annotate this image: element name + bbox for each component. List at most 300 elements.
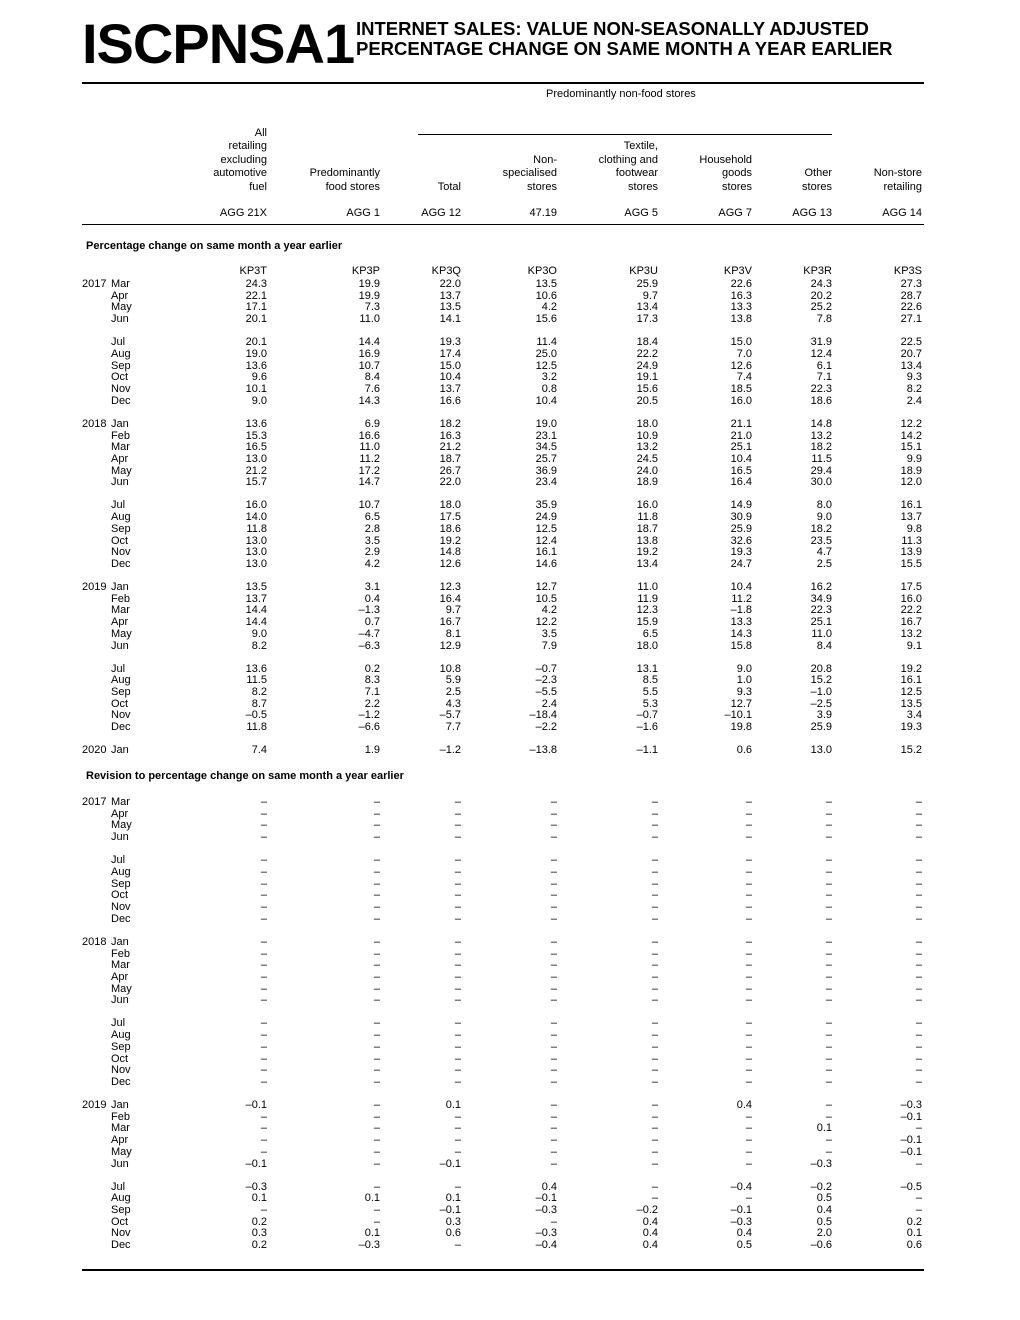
table-row — [0, 1146, 1020, 1158]
data-cell: –0.1 — [900, 1145, 922, 1158]
data-cell: – — [373, 959, 380, 972]
data-cell: – — [915, 1052, 922, 1065]
row-month: Feb — [111, 429, 130, 442]
table-row — [0, 1064, 1020, 1076]
data-cell: 13.6 — [245, 359, 267, 372]
row-month: Mar — [111, 1122, 130, 1135]
data-cell: 22.6 — [730, 278, 752, 290]
data-cell: – — [373, 1110, 380, 1123]
data-cell: – — [454, 1110, 461, 1123]
data-cell: – — [260, 865, 267, 878]
group-rule — [418, 134, 832, 135]
data-cell: 8.3 — [364, 674, 380, 687]
table-row — [0, 499, 1020, 511]
data-cell: 13.5 — [245, 581, 267, 593]
data-cell: 9.3 — [736, 686, 752, 698]
data-cell: 20.8 — [810, 662, 832, 675]
data-cell: 24.0 — [636, 464, 658, 477]
table-row — [0, 430, 1020, 442]
data-cell: 24.7 — [730, 557, 752, 570]
data-cell: – — [915, 865, 922, 878]
data-cell: – — [825, 831, 832, 844]
data-cell: 0.1 — [816, 1122, 832, 1135]
column-header: Total — [437, 180, 461, 193]
data-cell: –5.5 — [535, 686, 557, 698]
row-month: Mar — [111, 796, 130, 808]
data-cell: – — [550, 959, 557, 972]
data-cell: – — [550, 1157, 557, 1170]
data-cell: – — [915, 1040, 922, 1053]
data-cell: 15.9 — [636, 616, 658, 629]
data-cell: – — [745, 819, 752, 832]
data-cell: 13.0 — [810, 744, 832, 757]
data-cell: 8.2 — [906, 383, 922, 395]
row-month: Jul — [111, 336, 126, 349]
data-cell: – — [915, 807, 922, 820]
data-cell: 6.9 — [364, 417, 380, 430]
data-cell: 12.3 — [439, 581, 461, 593]
data-cell: 16.7 — [439, 616, 461, 629]
data-cell: – — [745, 970, 752, 983]
data-cell: – — [373, 982, 380, 995]
data-cell: –13.8 — [529, 744, 557, 757]
data-cell: 6.5 — [642, 627, 658, 640]
data-cell: – — [915, 1204, 922, 1216]
data-cell: 22.2 — [636, 347, 658, 360]
data-cell: 18.2 — [439, 417, 461, 430]
row-month: Jun — [111, 994, 129, 1007]
data-cell: – — [915, 854, 922, 867]
data-cell: – — [915, 831, 922, 844]
row-month: Nov — [111, 546, 131, 559]
data-cell: 13.5 — [535, 278, 557, 290]
row-month: Aug — [111, 1192, 131, 1205]
data-cell: 3.4 — [906, 709, 922, 722]
table-row — [0, 465, 1020, 477]
data-cell: 0.4 — [642, 1239, 658, 1252]
data-cell: 15.5 — [900, 557, 922, 570]
data-cell: 9.6 — [251, 371, 267, 384]
row-month: Jul — [111, 1017, 126, 1030]
data-cell: – — [745, 1157, 752, 1170]
data-cell: – — [915, 877, 922, 890]
data-cell: 7.4 — [736, 371, 752, 384]
table-row — [0, 1216, 1020, 1228]
data-cell: 11.0 — [637, 581, 658, 593]
data-cell: 7.9 — [541, 639, 557, 652]
data-cell: 20.5 — [636, 394, 658, 407]
data-cell: 19.2 — [900, 662, 922, 675]
data-cell: 14.8 — [810, 417, 832, 430]
data-cell: 16.1 — [535, 546, 557, 559]
data-cell: – — [825, 865, 832, 878]
data-cell: 35.9 — [535, 499, 557, 512]
data-cell: – — [651, 959, 658, 972]
row-month: Oct — [111, 889, 129, 902]
data-cell: – — [745, 994, 752, 1007]
data-cell: – — [651, 1180, 658, 1193]
data-cell: 12.4 — [535, 534, 557, 547]
data-cell: – — [260, 1122, 267, 1135]
data-cell: 18.9 — [900, 464, 922, 477]
data-cell: – — [550, 901, 557, 913]
data-cell: 16.7 — [900, 616, 922, 629]
column-header: Predominantly food stores — [309, 167, 380, 193]
data-cell: – — [825, 854, 832, 867]
data-cell: 25.0 — [535, 347, 557, 360]
data-cell: – — [915, 1122, 922, 1135]
data-cell: 7.6 — [364, 383, 380, 395]
data-cell: 0.6 — [906, 1239, 922, 1252]
row-month: Dec — [111, 1239, 131, 1252]
data-cell: 18.9 — [636, 476, 658, 489]
table-row — [0, 1192, 1020, 1204]
column-header: All retailing excluding automotive fuel — [213, 127, 267, 193]
data-cell: 16.9 — [358, 347, 380, 360]
data-cell: –5.7 — [439, 709, 461, 722]
data-cell: – — [915, 1075, 922, 1088]
row-month: Dec — [111, 721, 131, 734]
data-cell: 13.0 — [245, 557, 267, 570]
data-cell: – — [651, 1075, 658, 1088]
data-cell: – — [825, 1040, 832, 1053]
data-cell: –1.2 — [358, 709, 380, 722]
data-cell: – — [745, 1110, 752, 1123]
data-cell: – — [825, 796, 832, 808]
row-month: Aug — [111, 347, 131, 360]
data-cell: – — [550, 1145, 557, 1158]
data-cell: – — [745, 877, 752, 890]
data-cell: 13.4 — [900, 359, 922, 372]
table-row — [0, 1158, 1020, 1170]
data-cell: 9.3 — [906, 371, 922, 384]
table-row — [0, 913, 1020, 925]
data-cell: 18.0 — [636, 417, 658, 430]
row-month: Apr — [111, 616, 129, 629]
data-cell: 5.5 — [642, 686, 658, 698]
data-cell: – — [651, 889, 658, 902]
series-id: KP3R — [803, 265, 832, 277]
data-cell: –0.1 — [900, 1110, 922, 1123]
data-cell: 16.0 — [636, 499, 658, 512]
data-cell: –2.2 — [535, 721, 557, 734]
data-cell: – — [550, 1215, 557, 1228]
data-cell: 0.8 — [541, 383, 557, 395]
series-id: KP3T — [239, 265, 267, 277]
column-agg-code: AGG 5 — [624, 207, 658, 219]
data-cell: 7.1 — [816, 371, 832, 384]
table-row — [0, 1134, 1020, 1146]
data-cell: 16.3 — [730, 289, 752, 302]
data-cell: 11.0 — [359, 313, 380, 326]
row-month: Jan — [111, 1099, 129, 1111]
data-cell: – — [825, 982, 832, 995]
data-cell: 14.7 — [358, 476, 380, 489]
data-cell: 17.1 — [245, 301, 267, 314]
data-cell: 11.8 — [246, 522, 267, 535]
row-month: Jul — [111, 1180, 126, 1193]
top-rule — [82, 82, 924, 84]
data-cell: – — [260, 819, 267, 832]
data-cell: 31.9 — [810, 336, 832, 349]
data-cell: – — [825, 1029, 832, 1042]
data-cell: 13.0 — [245, 534, 267, 547]
data-cell: 12.5 — [535, 359, 557, 372]
data-cell: 9.9 — [906, 452, 922, 465]
series-id: KP3Q — [431, 265, 461, 277]
table-row — [0, 854, 1020, 866]
data-cell: 0.5 — [816, 1192, 832, 1205]
data-cell: 7.4 — [251, 744, 267, 757]
data-cell: – — [373, 901, 380, 913]
data-cell: – — [550, 819, 557, 832]
data-cell: 27.1 — [900, 313, 922, 326]
data-cell: – — [454, 1017, 461, 1030]
data-cell: – — [651, 935, 658, 948]
data-cell: – — [550, 854, 557, 867]
table-row — [0, 523, 1020, 535]
data-cell: 26.7 — [439, 464, 461, 477]
data-cell: – — [745, 807, 752, 820]
data-cell: 11.2 — [731, 592, 752, 605]
data-cell: 0.6 — [736, 744, 752, 757]
data-cell: 18.7 — [439, 452, 461, 465]
data-cell: 30.9 — [730, 511, 752, 524]
data-cell: –18.4 — [529, 709, 557, 722]
data-cell: 20.1 — [245, 336, 267, 349]
data-cell: 16.2 — [810, 581, 832, 593]
data-cell: – — [373, 889, 380, 902]
row-month: Dec — [111, 912, 131, 925]
data-cell: 0.5 — [736, 1239, 752, 1252]
data-cell: 13.7 — [439, 289, 461, 302]
data-cell: – — [915, 796, 922, 808]
data-cell: 16.5 — [245, 441, 267, 454]
data-cell: 14.9 — [730, 499, 752, 512]
row-month: Jan — [111, 581, 129, 593]
data-cell: 11.0 — [811, 627, 832, 640]
data-cell: 13.8 — [636, 534, 658, 547]
data-cell: – — [915, 970, 922, 983]
data-cell: 0.6 — [445, 1227, 461, 1240]
data-cell: – — [454, 947, 461, 960]
data-cell: – — [651, 854, 658, 867]
table-row — [0, 1029, 1020, 1041]
data-cell: – — [825, 1052, 832, 1065]
data-cell: –0.4 — [730, 1180, 752, 1193]
data-cell: 14.1 — [439, 313, 461, 326]
data-cell: – — [651, 1040, 658, 1053]
data-cell: – — [260, 912, 267, 925]
data-cell: 0.2 — [364, 662, 380, 675]
data-cell: 13.7 — [900, 511, 922, 524]
data-cell: – — [260, 796, 267, 808]
data-cell: – — [825, 889, 832, 902]
data-cell: – — [260, 1110, 267, 1123]
data-cell: 22.6 — [900, 301, 922, 314]
table-row — [0, 936, 1020, 948]
data-cell: – — [454, 831, 461, 844]
data-cell: – — [260, 1052, 267, 1065]
row-month: Jan — [111, 935, 129, 948]
data-cell: 10.4 — [535, 394, 557, 407]
table-row — [0, 1053, 1020, 1065]
data-cell: 22.2 — [900, 604, 922, 617]
data-cell: – — [454, 889, 461, 902]
data-cell: 30.0 — [810, 476, 832, 489]
data-cell: 4.2 — [541, 604, 557, 617]
data-cell: 19.2 — [636, 546, 658, 559]
data-cell: –1.6 — [636, 721, 658, 734]
row-month: Jul — [111, 499, 126, 512]
data-cell: – — [651, 970, 658, 983]
data-cell: 4.3 — [445, 697, 461, 710]
data-cell: – — [745, 1122, 752, 1135]
data-cell: 0.2 — [906, 1215, 922, 1228]
data-cell: – — [745, 935, 752, 948]
data-cell: 16.6 — [439, 394, 461, 407]
data-cell: – — [651, 1192, 658, 1205]
group-label: Predominantly non-food stores — [546, 88, 696, 100]
data-cell: 14.0 — [245, 511, 267, 524]
data-cell: 14.4 — [245, 604, 267, 617]
table-row — [0, 1239, 1020, 1251]
data-cell: 0.4 — [642, 1215, 658, 1228]
data-cell: 0.1 — [251, 1192, 267, 1205]
row-month: Dec — [111, 557, 131, 570]
section-title: Percentage change on same month a year earlier — [86, 240, 343, 252]
data-cell: –0.1 — [245, 1157, 267, 1170]
data-cell: 22.3 — [810, 383, 832, 395]
data-cell: – — [454, 994, 461, 1007]
data-cell: –2.5 — [810, 697, 832, 710]
row-month: May — [111, 819, 132, 832]
data-cell: 10.4 — [730, 452, 752, 465]
data-cell: 16.0 — [730, 394, 752, 407]
data-cell: –0.3 — [900, 1099, 922, 1111]
data-cell: – — [373, 1099, 380, 1111]
data-cell: – — [373, 831, 380, 844]
data-cell: 10.4 — [439, 371, 461, 384]
data-cell: 19.9 — [358, 289, 380, 302]
data-cell: 32.6 — [730, 534, 752, 547]
data-cell: 15.0 — [730, 336, 752, 349]
row-month: Aug — [111, 511, 131, 524]
data-cell: – — [550, 935, 557, 948]
row-month: Oct — [111, 371, 129, 384]
row-month: Dec — [111, 1075, 131, 1088]
data-cell: – — [454, 982, 461, 995]
table-row — [0, 1099, 1020, 1111]
data-cell: – — [745, 1029, 752, 1042]
table-row — [0, 866, 1020, 878]
table-row — [0, 511, 1020, 523]
data-cell: 19.9 — [358, 278, 380, 290]
table-row — [0, 808, 1020, 820]
row-year: 2018 — [82, 417, 107, 430]
data-cell: – — [745, 959, 752, 972]
data-cell: 9.7 — [445, 604, 461, 617]
data-cell: – — [373, 1064, 380, 1077]
data-cell: – — [373, 1075, 380, 1088]
data-cell: 13.6 — [245, 662, 267, 675]
row-month: Oct — [111, 1052, 129, 1065]
data-cell: 8.4 — [364, 371, 380, 384]
data-cell: –0.3 — [358, 1239, 380, 1252]
data-cell: – — [550, 1017, 557, 1030]
data-cell: 11.2 — [359, 452, 380, 465]
row-month: May — [111, 627, 132, 640]
data-cell: – — [260, 1064, 267, 1077]
data-cell: 3.2 — [541, 371, 557, 384]
data-cell: – — [915, 935, 922, 948]
data-cell: 12.2 — [900, 417, 922, 430]
data-cell: 4.2 — [364, 557, 380, 570]
data-cell: – — [651, 1145, 658, 1158]
data-cell: – — [651, 819, 658, 832]
data-cell: – — [550, 1134, 557, 1147]
data-cell: – — [550, 877, 557, 890]
data-cell: – — [745, 982, 752, 995]
data-cell: 18.2 — [810, 522, 832, 535]
data-cell: – — [550, 889, 557, 902]
data-cell: – — [454, 1180, 461, 1193]
table-row — [0, 360, 1020, 372]
data-cell: – — [373, 912, 380, 925]
data-cell: 2.4 — [541, 697, 557, 710]
data-cell: 16.1 — [900, 499, 922, 512]
data-cell: – — [745, 1134, 752, 1147]
data-cell: 17.5 — [439, 511, 461, 524]
data-cell: 0.4 — [816, 1204, 832, 1216]
data-cell: 7.3 — [364, 301, 380, 314]
data-cell: – — [915, 889, 922, 902]
table-row — [0, 593, 1020, 605]
table-row — [0, 278, 1020, 290]
data-cell: – — [825, 1075, 832, 1088]
data-cell: 24.9 — [636, 359, 658, 372]
data-cell: –0.2 — [636, 1204, 658, 1216]
data-cell: 12.0 — [900, 476, 922, 489]
data-cell: 1.0 — [736, 674, 752, 687]
data-cell: 20.1 — [245, 313, 267, 326]
data-cell: 0.2 — [251, 1239, 267, 1252]
data-cell: – — [373, 935, 380, 948]
data-cell: – — [454, 935, 461, 948]
data-cell: – — [651, 807, 658, 820]
row-month: Sep — [111, 359, 131, 372]
data-cell: – — [550, 994, 557, 1007]
data-cell: 8.5 — [642, 674, 658, 687]
data-cell: – — [651, 1099, 658, 1111]
data-cell: – — [915, 912, 922, 925]
data-cell: – — [260, 889, 267, 902]
data-cell: – — [373, 1145, 380, 1158]
data-cell: – — [260, 1017, 267, 1030]
data-cell: – — [260, 1075, 267, 1088]
data-cell: 10.7 — [358, 359, 380, 372]
data-cell: – — [454, 1134, 461, 1147]
data-cell: – — [915, 819, 922, 832]
data-cell: 8.7 — [251, 697, 267, 710]
data-cell: 16.6 — [358, 429, 380, 442]
data-cell: –1.3 — [358, 604, 380, 617]
table-row — [0, 948, 1020, 960]
data-cell: 9.0 — [816, 511, 832, 524]
data-cell: – — [915, 1017, 922, 1030]
data-cell: –0.6 — [810, 1239, 832, 1252]
data-cell: – — [373, 947, 380, 960]
